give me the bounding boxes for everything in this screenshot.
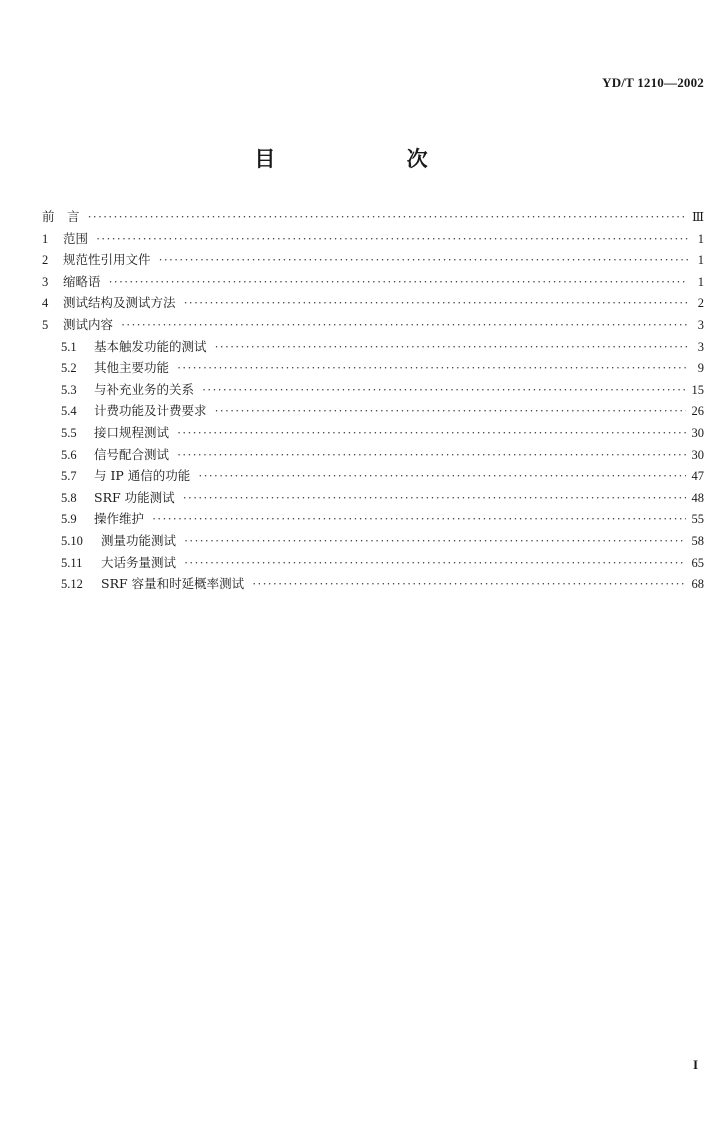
toc-entry[interactable] bbox=[42, 401, 704, 423]
toc-entry[interactable] bbox=[42, 466, 704, 488]
toc-entry-title: 信号配合测试 bbox=[94, 446, 170, 462]
toc-entry-page: 9 bbox=[697, 361, 704, 376]
toc-entry[interactable] bbox=[42, 488, 704, 510]
dot-leader bbox=[215, 404, 686, 419]
toc-entry-page: 47 bbox=[691, 469, 704, 484]
toc-entry-number: 5 bbox=[42, 317, 49, 332]
toc-entry-page: 55 bbox=[691, 512, 704, 527]
toc-entry-title: 其他主要功能 bbox=[94, 360, 170, 376]
toc-entry-title: 规范性引用文件 bbox=[63, 252, 151, 268]
dot-leader bbox=[202, 383, 685, 398]
toc-entry-title: 计费功能及计费要求 bbox=[94, 403, 207, 419]
toc-entry-page: 26 bbox=[691, 404, 704, 419]
toc-entry-page: 3 bbox=[697, 339, 704, 354]
toc-entry-number: 1 bbox=[42, 231, 49, 246]
toc-entry[interactable] bbox=[42, 337, 704, 359]
toc-entry[interactable] bbox=[42, 250, 704, 272]
toc-entry-title: 基本触发功能的测试 bbox=[94, 338, 207, 354]
toc-entry-page: 1 bbox=[697, 231, 704, 246]
dot-leader bbox=[184, 296, 688, 311]
dot-leader bbox=[184, 556, 685, 571]
dot-leader bbox=[183, 491, 686, 506]
toc-entry-number: 5.12 bbox=[61, 577, 83, 592]
toc-entry-page: 30 bbox=[691, 425, 704, 440]
toc-entry-title: SRF 功能测试 bbox=[94, 489, 175, 505]
toc-entry[interactable] bbox=[42, 445, 704, 467]
toc-entry-number: 3 bbox=[42, 274, 49, 289]
dot-leader bbox=[152, 512, 685, 527]
toc-entry-title: 测量功能测试 bbox=[101, 532, 177, 548]
toc-entry-page: 1 bbox=[697, 253, 704, 268]
dot-leader bbox=[96, 232, 688, 247]
toc-entry-title: SRF 容量和时延概率测试 bbox=[101, 576, 245, 592]
toc-entry-number: 5.8 bbox=[61, 490, 77, 505]
dot-leader bbox=[184, 534, 685, 549]
toc-entry[interactable] bbox=[42, 272, 704, 294]
toc-entry-title: 与补充业务的关系 bbox=[94, 381, 195, 397]
dot-leader bbox=[121, 318, 688, 333]
toc-entry[interactable] bbox=[42, 207, 704, 229]
toc-entry-title: 操作维护 bbox=[94, 511, 145, 527]
dot-leader bbox=[177, 426, 685, 441]
dot-leader bbox=[198, 469, 685, 484]
dot-leader bbox=[215, 340, 688, 355]
toc-entry-number: 5.11 bbox=[61, 555, 83, 570]
table-of-contents bbox=[42, 207, 704, 596]
toc-entry-number: 5.7 bbox=[61, 469, 77, 484]
toc-entry[interactable] bbox=[42, 574, 704, 596]
toc-entry[interactable] bbox=[42, 531, 704, 553]
toc-entry[interactable] bbox=[42, 509, 704, 531]
toc-entry-page: 58 bbox=[691, 533, 704, 548]
toc-entry[interactable] bbox=[42, 358, 704, 380]
toc-entry[interactable] bbox=[42, 315, 704, 337]
toc-entry-page: 1 bbox=[697, 274, 704, 289]
toc-entry-page: 30 bbox=[691, 447, 704, 462]
toc-entry-title: 测试结构及测试方法 bbox=[63, 295, 176, 311]
toc-entry-page: 2 bbox=[697, 296, 704, 311]
dot-leader bbox=[88, 210, 686, 225]
toc-entry-number: 2 bbox=[42, 253, 49, 268]
toc-entry-title: 缩略语 bbox=[63, 273, 101, 289]
toc-entry-page: 48 bbox=[691, 490, 704, 505]
dot-leader bbox=[159, 253, 688, 268]
toc-entry-number: 5.5 bbox=[61, 425, 77, 440]
toc-entry-title: 与 IP 通信的功能 bbox=[94, 468, 191, 484]
toc-entry[interactable] bbox=[42, 553, 704, 575]
page-title: 目 次 bbox=[254, 147, 490, 171]
toc-entry-title: 测试内容 bbox=[63, 316, 114, 332]
toc-entry-number: 5.9 bbox=[61, 512, 77, 527]
toc-entry-number: 5.10 bbox=[61, 533, 83, 548]
toc-entry-page: Ⅲ bbox=[691, 210, 704, 224]
toc-entry-page: 68 bbox=[691, 577, 704, 592]
toc-entry-number: 5.2 bbox=[61, 361, 77, 376]
toc-entry-title: 范围 bbox=[63, 230, 89, 246]
toc-entry[interactable] bbox=[42, 293, 704, 315]
toc-entry-number: 5.4 bbox=[61, 404, 77, 419]
dot-leader bbox=[252, 577, 685, 592]
toc-entry-page: 65 bbox=[691, 555, 704, 570]
document-code: YD/T 1210—2002 bbox=[602, 75, 704, 90]
toc-entry-title: 前 言 bbox=[42, 209, 80, 224]
toc-entry-title: 大话务量测试 bbox=[101, 554, 177, 570]
toc-entry-number: 5.1 bbox=[61, 339, 77, 354]
toc-entry-number: 5.3 bbox=[61, 382, 77, 397]
toc-entry-number: 4 bbox=[42, 296, 49, 311]
dot-leader bbox=[109, 275, 688, 290]
toc-entry[interactable] bbox=[42, 380, 704, 402]
toc-entry-number: 5.6 bbox=[61, 447, 77, 462]
page-number: I bbox=[692, 1057, 698, 1072]
toc-entry-title: 接口规程测试 bbox=[94, 424, 170, 440]
toc-entry[interactable] bbox=[42, 229, 704, 251]
toc-entry[interactable] bbox=[42, 423, 704, 445]
toc-entry-page: 3 bbox=[697, 317, 704, 332]
dot-leader bbox=[177, 448, 685, 463]
dot-leader bbox=[177, 361, 688, 376]
toc-entry-page: 15 bbox=[691, 382, 704, 397]
